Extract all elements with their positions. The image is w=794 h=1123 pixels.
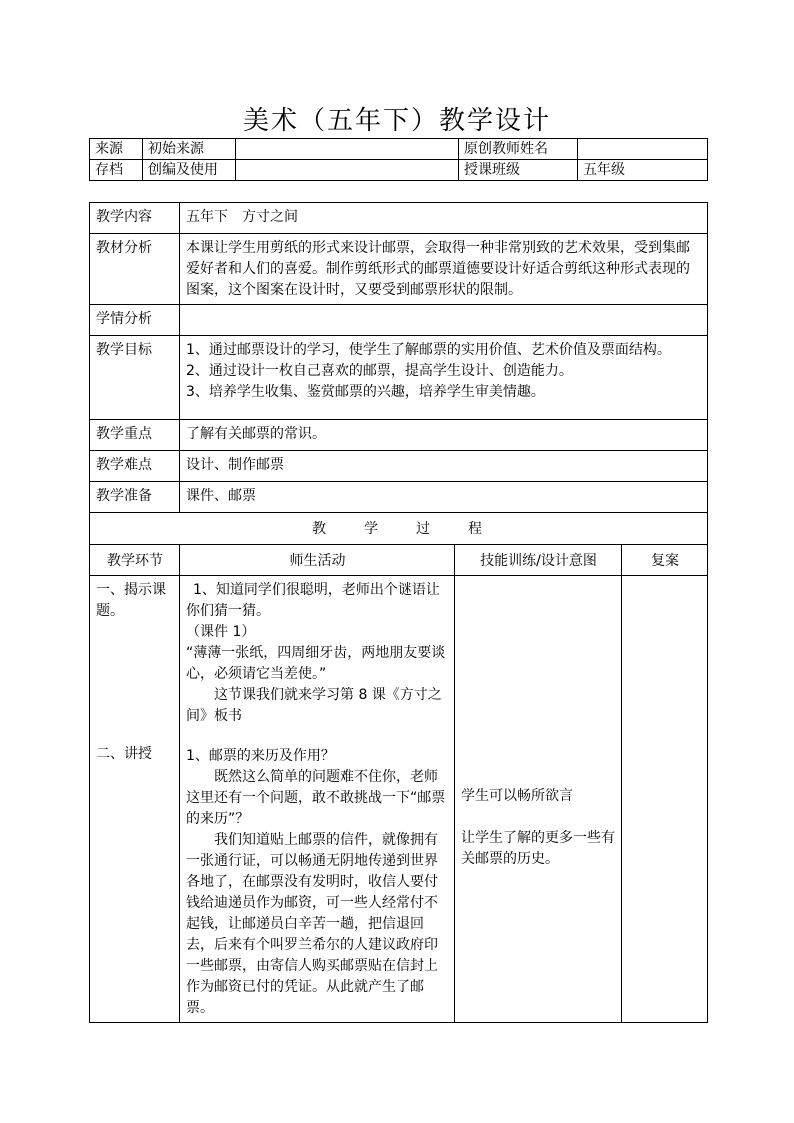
activity-p4: 这节课我们就来学习第 8 课《方寸之间》板书 (186, 687, 442, 724)
header-notes: 复案 (622, 545, 708, 576)
stage-2: 二、讲授 (96, 746, 152, 762)
meta-cell: 授课班级 (459, 160, 578, 181)
header-intent: 技能训练/设计意图 (455, 545, 622, 576)
row-focus (90, 420, 708, 451)
stage-cell (90, 576, 180, 1023)
meta-cell: 来源 (90, 139, 143, 160)
value-students (180, 305, 708, 336)
notes-cell (622, 576, 708, 1023)
intent-p1: 学生可以畅所欲言 (461, 788, 573, 804)
label-difficulty: 教学难点 (90, 451, 180, 482)
header-activity: 师生活动 (180, 545, 455, 576)
row-content (90, 203, 708, 234)
row-analysis (90, 234, 708, 305)
label-goals: 教学目标 (90, 336, 180, 420)
label-prep: 教学准备 (90, 482, 180, 513)
label-students: 学情分析 (90, 305, 180, 336)
meta-table (89, 138, 708, 181)
analysis-text: 本课让学生用剪纸的形式来设计邮票，会取得一种非常别致的艺术效果，受到集邮爱好者和人们的喜爱。制作剪纸形式的邮票道德要设计好适合剪纸这种形式表现的图案，这个图案在设计时，又要受到邮票形状的限制。 (186, 240, 690, 298)
activity-p2: （课件 1） (186, 624, 256, 640)
process-header-row (90, 545, 708, 576)
value-analysis (180, 234, 708, 305)
goal-item: 1、通过邮票设计的学习，使学生了解邮票的实用价值、艺术价值及票面结构。 (186, 342, 671, 358)
meta-cell (236, 160, 459, 181)
activity-p5: 1、邮票的来历及作用？ (186, 748, 335, 764)
label-analysis: 教材分析 (90, 234, 180, 305)
meta-cell (578, 139, 708, 160)
activity-p7: 我们知道贴上邮票的信件，就像拥有一张通行证，可以畅通无阴地传递到世界各地了，在邮票没有发明时，收信人要付钱给迪递员作为邮资，可一些人经常付不起钱，让邮递员白辛苦一趟，把信退回去，后来有个叫罗兰希尔的人建议政府印一些邮票，由寄信人购买邮票贴在信封上作为邮资已付的凭证。从此就产生了邮票。 (186, 832, 438, 1016)
goal-item: 3、培养学生收集、鉴赏邮票的兴趣，培养学生审美情趣。 (186, 384, 545, 400)
value-goals (180, 336, 708, 420)
intent-spacer (461, 580, 616, 786)
meta-cell: 原创教师姓名 (459, 139, 578, 160)
value-difficulty: 设计、制作邮票 (180, 451, 708, 482)
label-content: 教学内容 (90, 203, 180, 234)
lesson-table (89, 202, 708, 1023)
page-title: 美术（五年下）教学设计 (242, 106, 551, 136)
activity-p1: 1、知道同学们很聪明，老师出个谜语让你们猜一猜。 (186, 582, 440, 619)
meta-row-source (90, 139, 708, 160)
value-prep: 课件、邮票 (180, 482, 708, 513)
meta-cell: 存档 (90, 160, 143, 181)
intent-p2: 让学生了解的更多一些有关邮票的历史。 (461, 830, 615, 867)
meta-cell: 创编及使用 (143, 160, 236, 181)
goal-item: 2、通过设计一枚自己喜欢的邮票，提高学生设计、创造能力。 (186, 363, 573, 379)
meta-row-archive (90, 160, 708, 181)
row-prep (90, 482, 708, 513)
stage-1: 一、揭示课题。 (96, 582, 166, 619)
process-title: 教学过程 (90, 513, 708, 545)
meta-cell (236, 139, 459, 160)
process-body-row (90, 576, 708, 1023)
header-stage: 教学环节 (90, 545, 180, 576)
intent-cell (455, 576, 622, 1023)
row-difficulty (90, 451, 708, 482)
value-content: 五年下 方寸之间 (180, 203, 708, 234)
activity-cell (180, 576, 455, 1023)
row-goals (90, 336, 708, 420)
row-students (90, 305, 708, 336)
label-focus: 教学重点 (90, 420, 180, 451)
activity-p3: “薄薄一张纸，四周细牙齿，两地朋友要谈心，必须请它当差使。” (186, 645, 446, 682)
meta-cell: 初始来源 (143, 139, 236, 160)
activity-p6: 既然这么简单的问题难不住你，老师这里还有一个问题，敢不敢挑战一下“邮票的来历”？ (186, 769, 446, 827)
row-process-title (90, 513, 708, 545)
value-focus: 了解有关邮票的常识。 (180, 420, 708, 451)
meta-cell: 五年级 (578, 160, 708, 181)
